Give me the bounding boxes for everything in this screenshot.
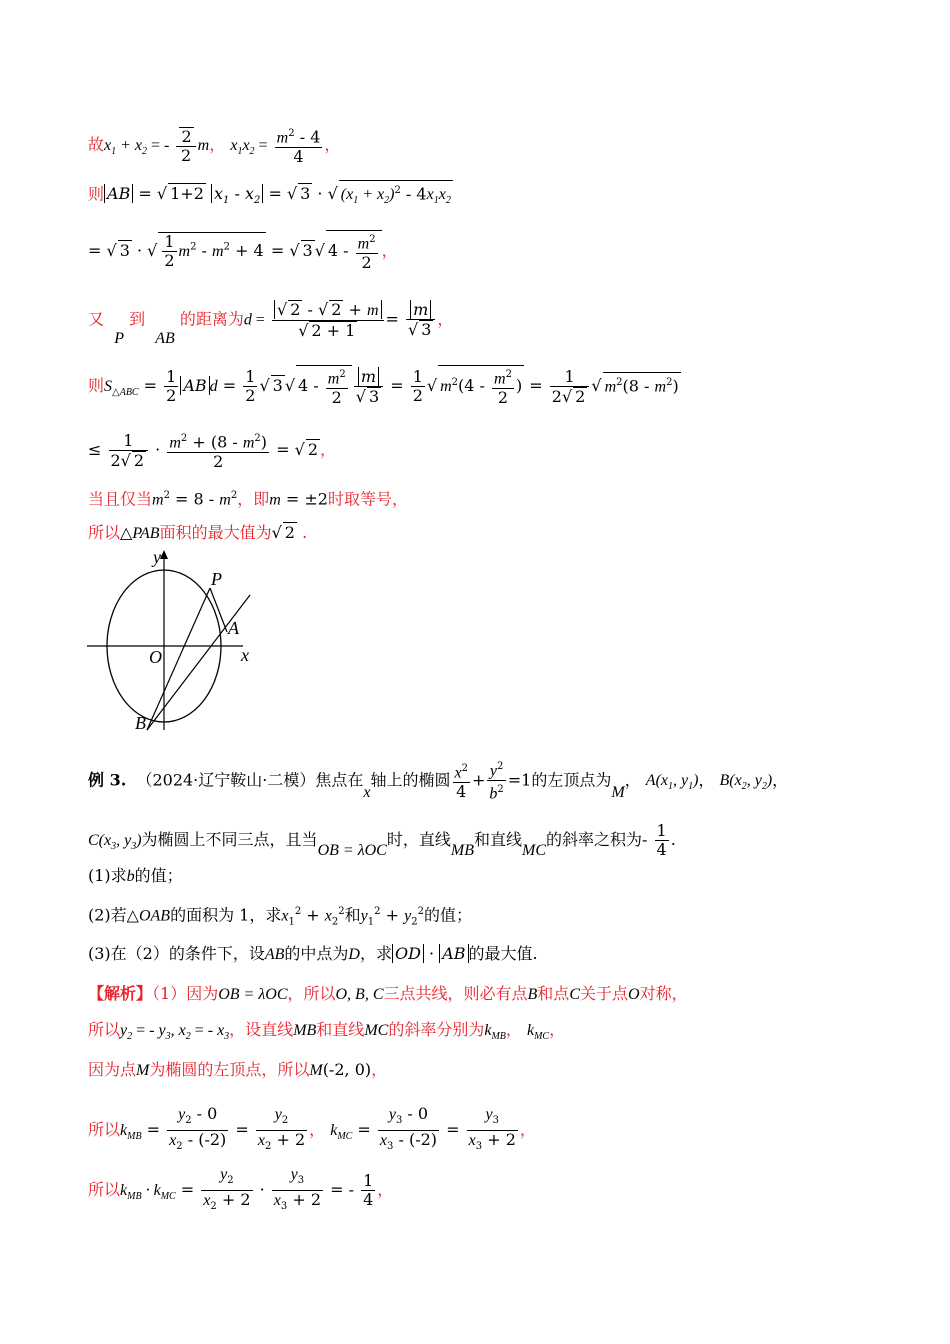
solution-part1-line4: 所以$k_{MB}$ = $\frac{y_2 - 0}{x_2 - (-2)}$ = $\frac{y_2}{x_2 + 2}$ ， $k_{MC}$ = $\frac{y_3 - 0}{x_3 - (-2)}$ = $\frac{y_3}{x_3 + 2}$ ， bbox=[88, 1104, 536, 1153]
ellipse-figure bbox=[85, 545, 265, 735]
question-2: (2)若△OAB的面积为 1，求$x_1^2 + x_2^2$和$y_1^2 + y_2^2$的值； bbox=[88, 905, 472, 928]
label-o: O bbox=[149, 647, 162, 667]
label-a: A bbox=[228, 618, 239, 638]
y-axis-arrow bbox=[160, 550, 168, 559]
solution-part1-line3: 因为点M为椭圆的左顶点，所以M(-2, 0)， bbox=[88, 1060, 388, 1079]
solution-line-sum-product: 故$x_1 + x_2$ = - $\frac{2}{2}$ m， $x_1x_2$ = $\frac{m^2 - 4}{4}$ ， bbox=[88, 126, 341, 167]
question-3: (3)在（2）的条件下，设AB的中点为D，求 OD · AB 的最大值. bbox=[88, 944, 538, 963]
solution-line-ab-length: 则 AB = √ 1+2 $x_1 - x_2$ = √ 3 · √ $(x_1 + x_2)^2 - 4x_1x_2$ bbox=[88, 180, 453, 212]
question-1: (1)求b的值； bbox=[88, 866, 183, 885]
label-y: y bbox=[153, 547, 161, 567]
solution-line-ab-simplified: = √ 3 · √ $\frac{1}{2}$ $m^2 - m^2 + 4$ = √ 3 √ 4 - $\frac{m^2}{2}$ ， bbox=[88, 230, 398, 272]
label-x: x bbox=[241, 645, 249, 665]
example-title: 例 3. bbox=[88, 770, 127, 790]
solution-line-inequality: ≤ $\frac{1}{2√ 2}$ · $\frac{m^2 + (8 - m^2)}{2}$ = √ 2 ， bbox=[88, 430, 337, 472]
solution-line-max-area: 所以△PAB面积的最大值为√ 2 . bbox=[88, 523, 308, 542]
example-statement-2: $C(x_3$, $y_3$)为椭圆上不同三点，且当OB = λOC时，直线MB和直线MC的斜率之积为- $\frac{1}{4}$ . bbox=[88, 821, 676, 859]
solution-line-distance: 又 P 到 AB 的距离为d = $\frac{√ 2 - √ 2 + m}{√ 2 + 1}$ = $\frac{m}{√ 3}$ ， bbox=[88, 300, 454, 347]
solution-part1-line1: 【解析】（1）因为OB = λOC，所以O, B, C三点共线，则必有点B和点C关于点O对称， bbox=[88, 984, 688, 1003]
solution-part1-line5: 所以$k_{MB} \cdot k_{MC}$ = $\frac{y_2}{x_2 + 2}$ · $\frac{y_3}{x_3 + 2}$ = - $\frac{1}{4}$ ， bbox=[88, 1166, 394, 1213]
example-statement-1: 例 3. （2024·辽宁鞍山·二模）焦点在x轴上的椭圆 $\frac{x^2}{4}$ + $\frac{y^2}{b^2}$ =1的左顶点为M， $A(x_1$, $y_1$)， $B(x_2$, $y_2$)， bbox=[88, 758, 788, 804]
label-p: P bbox=[211, 569, 222, 589]
solution-line-area: 则$S_{\triangle ABC}$ = $\frac{1}{2}$ AB d = $\frac{1}{2}$ √ 3 √ 4 - $\frac{m^2}{2}$ $\frac{m}{√ 3}$ = $\frac{1}{2}$ √ $m^2(4$ - $\frac{m^2}{2}$ ) = $\frac{1}{2√ 2}$ √ $m^2(8 - m^2)$ bbox=[88, 366, 679, 408]
solution-line-equality: 当且仅当$m^2 = 8 - m^2$，即m = ±2时取等号， bbox=[88, 489, 408, 509]
label-b: B bbox=[135, 713, 146, 733]
solution-part1-line2: 所以$y_2$ = - $y_3$, $x_2$ = - $x_3$，设直线MB和直线MC的斜率分别为$k_{MB}$， $k_{MC}$， bbox=[88, 1020, 566, 1043]
